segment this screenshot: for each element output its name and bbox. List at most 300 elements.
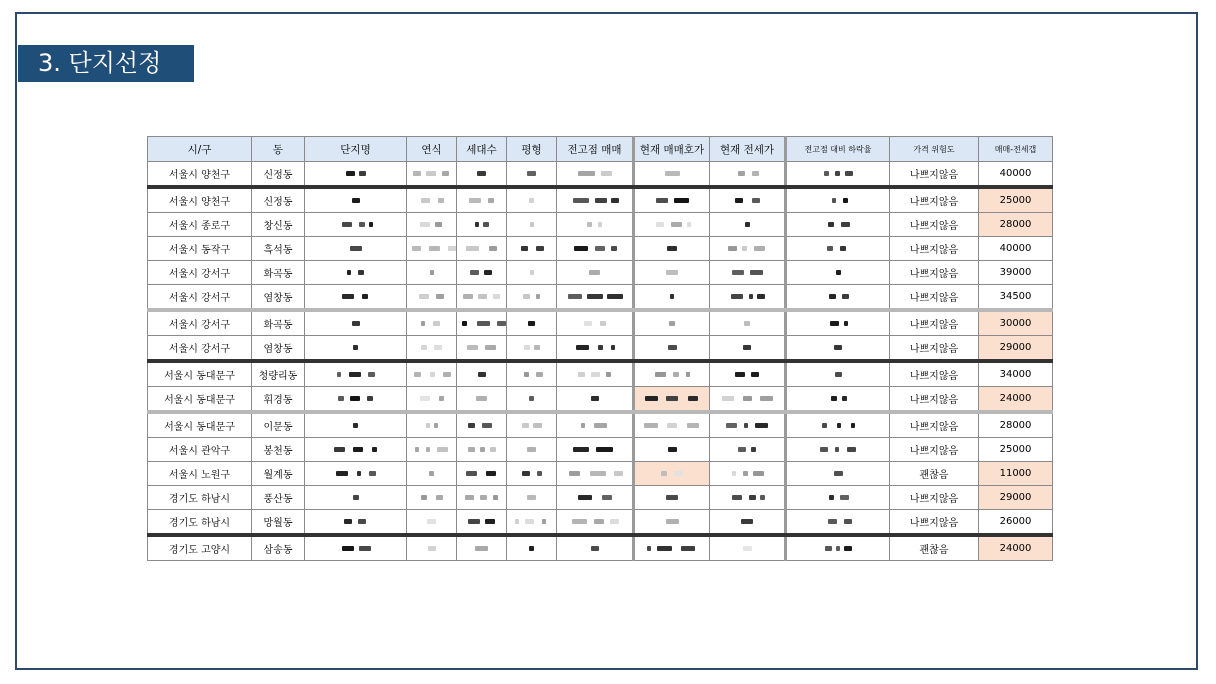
cell-risk: 나쁘지않음 — [890, 213, 979, 237]
cell-asking-redacted — [634, 535, 710, 561]
cell-complex-name-redacted — [305, 535, 407, 561]
censored-block — [754, 246, 765, 251]
table-row — [148, 510, 1053, 536]
cell-households-redacted — [457, 162, 507, 188]
table-row — [148, 310, 1053, 336]
censored-block — [362, 294, 368, 299]
cell-gap: 40000 — [979, 237, 1053, 261]
censored-block — [831, 396, 837, 401]
censored-block — [342, 294, 354, 299]
censored-block — [426, 171, 436, 176]
censored-block — [528, 321, 535, 326]
cell-drop-rate-redacted — [786, 237, 890, 261]
censored-block — [529, 396, 534, 401]
censored-block — [421, 345, 427, 350]
censored-block — [448, 246, 457, 251]
cell-jeonse-redacted — [710, 462, 786, 486]
cell-gap: 28000 — [979, 213, 1053, 237]
cell-complex-name-redacted — [305, 213, 407, 237]
cell-jeonse-redacted — [710, 510, 786, 536]
censored-block — [488, 198, 494, 203]
censored-block — [419, 294, 429, 299]
censored-block — [350, 246, 362, 251]
cell-jeonse-redacted — [710, 336, 786, 362]
censored-block — [656, 222, 664, 227]
censored-block — [738, 171, 745, 176]
cell-jeonse-redacted — [710, 361, 786, 387]
censored-block — [687, 222, 691, 227]
censored-block — [842, 396, 847, 401]
censored-block — [497, 321, 506, 326]
cell-asking-redacted — [634, 336, 710, 362]
censored-block — [728, 246, 737, 251]
cell-drop-rate-redacted — [786, 462, 890, 486]
censored-block — [749, 495, 756, 500]
censored-block — [647, 546, 651, 551]
cell-dong: 월계동 — [252, 462, 305, 486]
cell-gap: 39000 — [979, 261, 1053, 285]
cell-size-redacted — [507, 486, 557, 510]
censored-block — [738, 447, 746, 452]
cell-gap: 28000 — [979, 412, 1053, 438]
censored-block — [353, 423, 358, 428]
cell-jeonse-redacted — [710, 162, 786, 188]
cell-complex-name-redacted — [305, 237, 407, 261]
censored-block — [465, 495, 474, 500]
table-row — [148, 387, 1053, 413]
censored-block — [434, 345, 442, 350]
censored-block — [760, 495, 765, 500]
cell-size-redacted — [507, 237, 557, 261]
cell-complex-name-redacted — [305, 438, 407, 462]
censored-block — [669, 321, 675, 326]
censored-block — [753, 471, 764, 476]
censored-block — [430, 372, 435, 377]
cell-city: 서울시 노원구 — [148, 462, 252, 486]
censored-block — [369, 471, 376, 476]
censored-block — [844, 321, 848, 326]
cell-risk: 나쁘지않음 — [890, 310, 979, 336]
cell-drop-rate-redacted — [786, 310, 890, 336]
censored-block — [732, 495, 742, 500]
censored-block — [845, 171, 853, 176]
cell-size-redacted — [507, 535, 557, 561]
censored-block — [530, 222, 534, 227]
cell-drop-rate-redacted — [786, 412, 890, 438]
censored-block — [483, 222, 489, 227]
table-row — [148, 486, 1053, 510]
censored-block — [527, 447, 536, 452]
cell-city: 서울시 동대문구 — [148, 412, 252, 438]
cell-gap: 34500 — [979, 285, 1053, 311]
table-row — [148, 412, 1053, 438]
censored-block — [668, 345, 677, 350]
cell-peak-redacted — [557, 361, 634, 387]
censored-block — [434, 423, 438, 428]
table-row — [148, 535, 1053, 561]
table-row — [148, 361, 1053, 387]
censored-block — [837, 423, 841, 428]
cell-year-redacted — [407, 535, 457, 561]
cell-asking-redacted — [634, 387, 710, 413]
cell-year-redacted — [407, 486, 457, 510]
cell-peak-redacted — [557, 412, 634, 438]
censored-block — [412, 246, 421, 251]
censored-block — [752, 198, 760, 203]
censored-block — [367, 396, 373, 401]
cell-city: 서울시 강서구 — [148, 336, 252, 362]
cell-households-redacted — [457, 361, 507, 387]
censored-block — [478, 372, 486, 377]
header-size: 평형 — [507, 137, 557, 162]
censored-block — [610, 519, 619, 524]
cell-gap: 24000 — [979, 535, 1053, 561]
cell-peak-redacted — [557, 535, 634, 561]
censored-block — [576, 345, 589, 350]
cell-peak-redacted — [557, 213, 634, 237]
censored-block — [744, 321, 750, 326]
censored-block — [369, 222, 373, 227]
cell-year-redacted — [407, 336, 457, 362]
cell-city: 서울시 동작구 — [148, 237, 252, 261]
table-row — [148, 213, 1053, 237]
censored-block — [426, 447, 430, 452]
cell-peak-redacted — [557, 162, 634, 188]
censored-block — [602, 495, 612, 500]
cell-city: 서울시 동대문구 — [148, 361, 252, 387]
cell-gap: 40000 — [979, 162, 1053, 188]
censored-block — [421, 495, 427, 500]
censored-block — [484, 270, 492, 275]
censored-block — [421, 321, 425, 326]
cell-risk: 나쁘지않음 — [890, 438, 979, 462]
censored-block — [841, 222, 850, 227]
cell-jeonse-redacted — [710, 261, 786, 285]
censored-block — [420, 396, 430, 401]
cell-asking-redacted — [634, 261, 710, 285]
censored-block — [745, 222, 750, 227]
censored-block — [485, 345, 496, 350]
censored-block — [493, 495, 498, 500]
censored-block — [840, 495, 849, 500]
censored-block — [522, 471, 530, 476]
censored-block — [824, 171, 829, 176]
cell-jeonse-redacted — [710, 438, 786, 462]
censored-block — [478, 294, 487, 299]
censored-block — [743, 471, 748, 476]
header-drop-rate: 전고점 대비 하락율 — [786, 137, 890, 162]
censored-block — [527, 495, 536, 500]
cell-drop-rate-redacted — [786, 162, 890, 188]
censored-block — [726, 423, 737, 428]
cell-dong: 염창동 — [252, 336, 305, 362]
cell-households-redacted — [457, 187, 507, 213]
cell-risk: 나쁘지않음 — [890, 187, 979, 213]
cell-complex-name-redacted — [305, 412, 407, 438]
cell-year-redacted — [407, 237, 457, 261]
cell-size-redacted — [507, 336, 557, 362]
censored-block — [342, 222, 352, 227]
cell-year-redacted — [407, 412, 457, 438]
censored-block — [834, 471, 843, 476]
censored-block — [670, 294, 674, 299]
censored-block — [485, 519, 495, 524]
cell-asking-redacted — [634, 310, 710, 336]
censored-block — [477, 321, 490, 326]
censored-block — [757, 294, 765, 299]
censored-block — [353, 495, 359, 500]
cell-complex-name-redacted — [305, 261, 407, 285]
censored-block — [429, 471, 434, 476]
censored-block — [836, 546, 840, 551]
cell-dong: 창신동 — [252, 213, 305, 237]
censored-block — [722, 396, 734, 401]
censored-block — [536, 372, 543, 377]
cell-city: 서울시 강서구 — [148, 285, 252, 311]
censored-block — [470, 270, 479, 275]
cell-households-redacted — [457, 310, 507, 336]
cell-dong: 이문동 — [252, 412, 305, 438]
cell-peak-redacted — [557, 462, 634, 486]
censored-block — [732, 471, 736, 476]
censored-block — [665, 171, 680, 176]
censored-block — [835, 447, 839, 452]
censored-block — [414, 372, 421, 377]
censored-block — [524, 372, 529, 377]
censored-block — [751, 447, 756, 452]
cell-complex-name-redacted — [305, 285, 407, 311]
censored-block — [755, 423, 768, 428]
censored-block — [731, 294, 743, 299]
cell-size-redacted — [507, 162, 557, 188]
cell-complex-name-redacted — [305, 510, 407, 536]
cell-dong: 청량리동 — [252, 361, 305, 387]
cell-risk: 나쁘지않음 — [890, 162, 979, 188]
censored-block — [578, 495, 592, 500]
cell-city: 서울시 종로구 — [148, 213, 252, 237]
censored-block — [591, 372, 600, 377]
cell-size-redacted — [507, 213, 557, 237]
censored-block — [527, 171, 536, 176]
cell-asking-redacted — [634, 237, 710, 261]
cell-year-redacted — [407, 213, 457, 237]
censored-block — [743, 345, 751, 350]
cell-dong: 휘경동 — [252, 387, 305, 413]
censored-block — [476, 396, 487, 401]
censored-block — [606, 372, 611, 377]
cell-drop-rate-redacted — [786, 387, 890, 413]
censored-block — [681, 546, 695, 551]
cell-households-redacted — [457, 285, 507, 311]
table-row — [148, 438, 1053, 462]
cell-risk: 괜찮음 — [890, 535, 979, 561]
cell-peak-redacted — [557, 237, 634, 261]
censored-block — [598, 222, 602, 227]
censored-block — [595, 198, 607, 203]
cell-drop-rate-redacted — [786, 361, 890, 387]
cell-city: 서울시 강서구 — [148, 261, 252, 285]
censored-block — [584, 321, 592, 326]
censored-block — [462, 321, 467, 326]
censored-block — [735, 372, 745, 377]
censored-block — [523, 294, 530, 299]
censored-block — [666, 495, 678, 500]
cell-jeonse-redacted — [710, 412, 786, 438]
cell-risk: 나쁘지않음 — [890, 261, 979, 285]
cell-complex-name-redacted — [305, 162, 407, 188]
censored-block — [674, 471, 683, 476]
censored-block — [521, 246, 528, 251]
cell-households-redacted — [457, 412, 507, 438]
cell-gap: 25000 — [979, 187, 1053, 213]
censored-block — [851, 423, 855, 428]
cell-risk: 나쁘지않음 — [890, 486, 979, 510]
censored-block — [413, 171, 421, 176]
cell-size-redacted — [507, 462, 557, 486]
table-row — [148, 187, 1053, 213]
cell-size-redacted — [507, 261, 557, 285]
cell-dong: 화곡동 — [252, 310, 305, 336]
cell-city: 서울시 양천구 — [148, 162, 252, 188]
cell-households-redacted — [457, 336, 507, 362]
table-header-row — [148, 137, 1053, 162]
table-row — [148, 336, 1053, 362]
cell-size-redacted — [507, 387, 557, 413]
censored-block — [537, 471, 542, 476]
censored-block — [353, 345, 358, 350]
censored-block — [594, 423, 607, 428]
censored-block — [590, 471, 606, 476]
cell-gap: 11000 — [979, 462, 1053, 486]
cell-year-redacted — [407, 462, 457, 486]
censored-block — [749, 294, 753, 299]
censored-block — [578, 171, 595, 176]
header-city: 시/구 — [148, 137, 252, 162]
censored-block — [844, 546, 852, 551]
censored-block — [607, 294, 623, 299]
cell-asking-redacted — [634, 187, 710, 213]
cell-drop-rate-redacted — [786, 213, 890, 237]
cell-size-redacted — [507, 510, 557, 536]
censored-block — [611, 246, 617, 251]
cell-asking-redacted — [634, 361, 710, 387]
censored-block — [744, 423, 748, 428]
header-peak-price: 전고점 매매 — [557, 137, 634, 162]
censored-block — [466, 471, 477, 476]
censored-block — [542, 519, 546, 524]
censored-block — [337, 372, 341, 377]
censored-block — [591, 546, 599, 551]
cell-peak-redacted — [557, 187, 634, 213]
censored-block — [358, 519, 366, 524]
censored-block — [534, 345, 540, 350]
cell-city: 경기도 하남시 — [148, 510, 252, 536]
cell-households-redacted — [457, 462, 507, 486]
cell-jeonse-redacted — [710, 213, 786, 237]
cell-peak-redacted — [557, 310, 634, 336]
cell-households-redacted — [457, 438, 507, 462]
censored-block — [589, 270, 600, 275]
censored-block — [666, 519, 679, 524]
cell-dong: 염창동 — [252, 285, 305, 311]
censored-block — [415, 447, 419, 452]
cell-asking-redacted — [634, 285, 710, 311]
censored-block — [475, 222, 479, 227]
cell-drop-rate-redacted — [786, 510, 890, 536]
cell-year-redacted — [407, 261, 457, 285]
censored-block — [437, 447, 448, 452]
censored-block — [467, 345, 478, 350]
cell-complex-name-redacted — [305, 387, 407, 413]
censored-block — [595, 246, 605, 251]
cell-households-redacted — [457, 237, 507, 261]
censored-block — [533, 423, 542, 428]
censored-block — [344, 519, 352, 524]
cell-complex-name-redacted — [305, 361, 407, 387]
censored-block — [493, 294, 500, 299]
censored-block — [421, 198, 430, 203]
censored-block — [522, 423, 529, 428]
complex-selection-table — [147, 136, 1053, 561]
censored-block — [529, 546, 534, 551]
censored-block — [352, 198, 360, 203]
censored-block — [656, 198, 668, 203]
censored-block — [752, 171, 759, 176]
cell-size-redacted — [507, 438, 557, 462]
censored-block — [490, 447, 496, 452]
censored-block — [832, 198, 836, 203]
censored-block — [732, 270, 744, 275]
censored-block — [569, 471, 580, 476]
cell-households-redacted — [457, 387, 507, 413]
cell-risk: 괜찮음 — [890, 462, 979, 486]
cell-gap: 29000 — [979, 336, 1053, 362]
censored-block — [468, 447, 475, 452]
header-year: 연식 — [407, 137, 457, 162]
censored-block — [840, 246, 846, 251]
cell-complex-name-redacted — [305, 486, 407, 510]
censored-block — [587, 222, 592, 227]
censored-block — [436, 294, 444, 299]
cell-risk: 나쁘지않음 — [890, 285, 979, 311]
cell-complex-name-redacted — [305, 336, 407, 362]
censored-block — [524, 345, 530, 350]
cell-drop-rate-redacted — [786, 187, 890, 213]
censored-block — [442, 171, 449, 176]
censored-block — [666, 396, 678, 401]
censored-block — [600, 321, 606, 326]
censored-block — [655, 372, 666, 377]
cell-city: 서울시 양천구 — [148, 187, 252, 213]
censored-block — [480, 495, 487, 500]
cell-gap: 29000 — [979, 486, 1053, 510]
censored-block — [468, 423, 475, 428]
censored-block — [667, 246, 677, 251]
censored-block — [829, 495, 834, 500]
censored-block — [673, 372, 679, 377]
cell-gap: 26000 — [979, 510, 1053, 536]
censored-block — [358, 270, 364, 275]
censored-block — [743, 396, 752, 401]
censored-block — [829, 294, 836, 299]
censored-block — [686, 372, 690, 377]
cell-jeonse-redacted — [710, 285, 786, 311]
censored-block — [486, 471, 496, 476]
cell-complex-name-redacted — [305, 187, 407, 213]
header-current-jeonse: 현재 전세가 — [710, 137, 786, 162]
cell-peak-redacted — [557, 336, 634, 362]
cell-complex-name-redacted — [305, 462, 407, 486]
